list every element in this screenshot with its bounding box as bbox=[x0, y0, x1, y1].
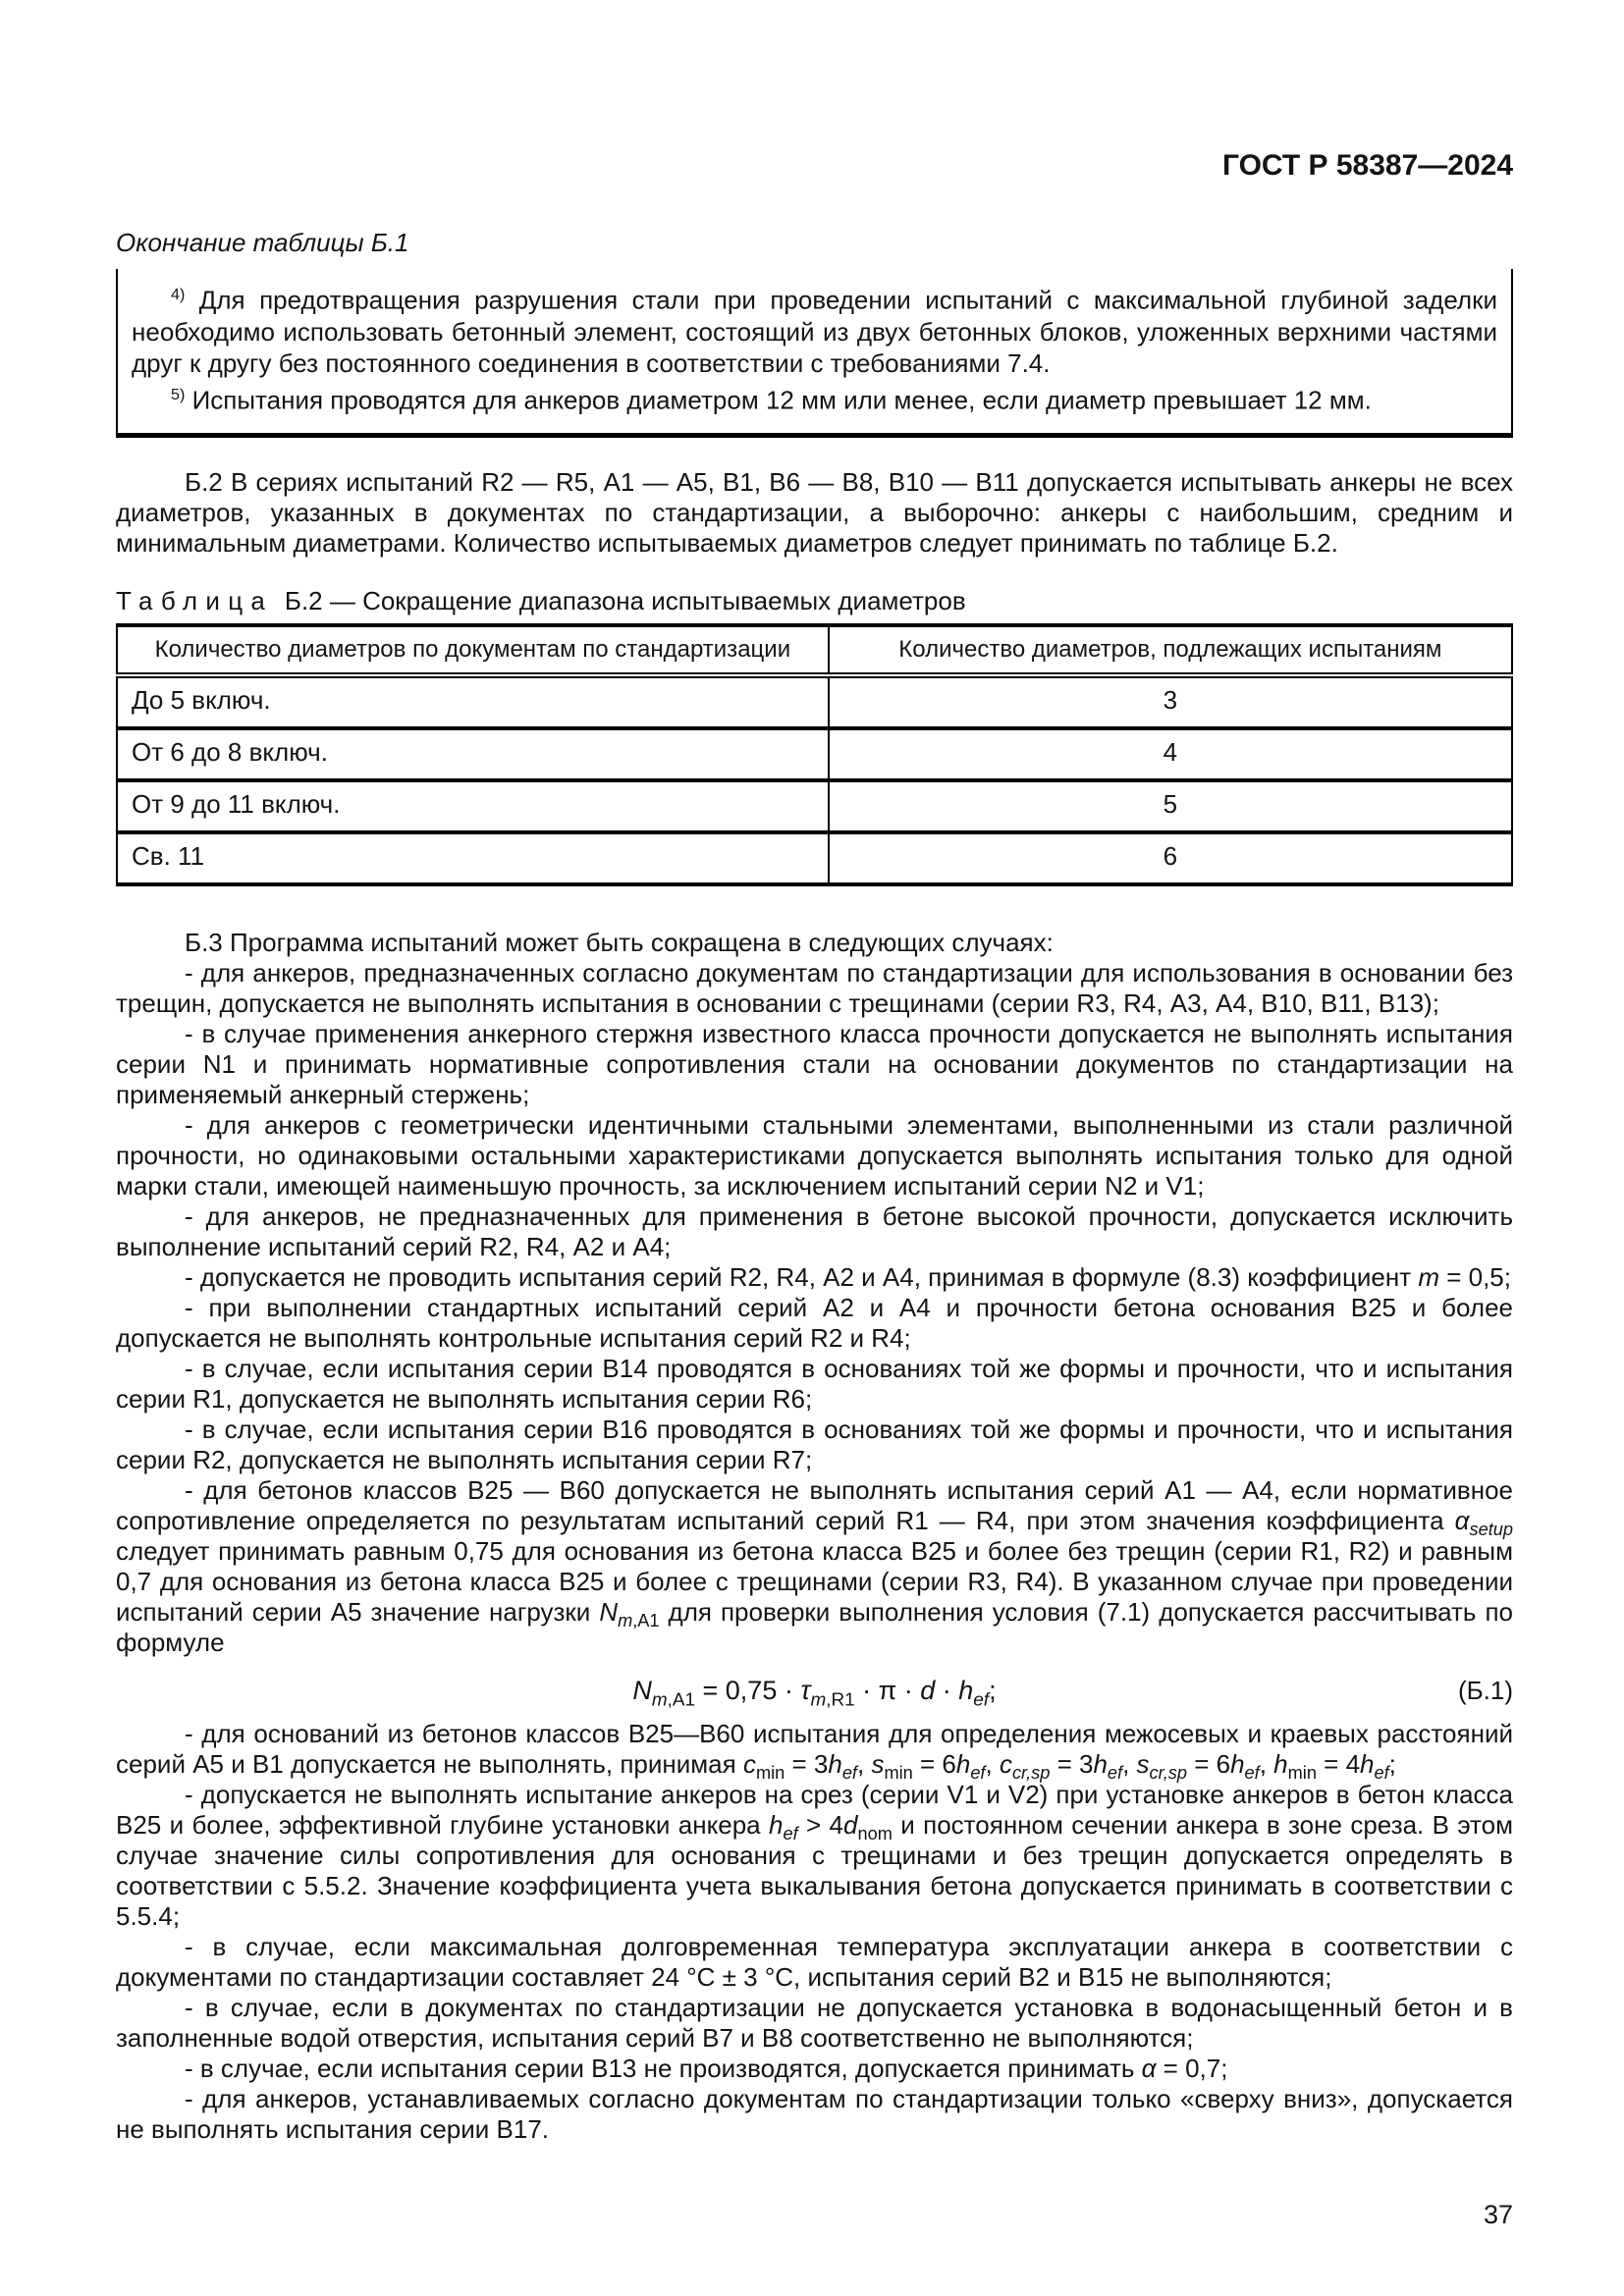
col-header-diameters-in-docs: Количество диаметров по документам по стандартизации bbox=[117, 625, 829, 675]
list-item: - для анкеров, не предназначенных для применения в бетоне высокой прочности, допускается исключить выполнение испытаний серий R2, R4, А2 и А4; bbox=[116, 1201, 1513, 1262]
footnote-5 bbox=[132, 379, 1497, 416]
cell-count: 4 bbox=[829, 728, 1512, 780]
list-item: - в случае, если в документах по стандартизации не допускается установка в водонасыщенный бетон и в заполненные водой отверстия, испытания серий В7 и В8 соответственно не выполняются; bbox=[116, 1993, 1513, 2054]
footnote-5-text: Испытания проводятся для анкеров диаметром 12 мм или менее, если диаметр превышает 12 мм. bbox=[191, 385, 1372, 415]
cell-count: 3 bbox=[829, 675, 1512, 728]
table-header-row bbox=[117, 625, 1512, 675]
standard-number-header: ГОСТ Р 58387—2024 bbox=[1221, 149, 1513, 182]
footnote-4-text: Для предотвращения разрушения стали при проведении испытаний с максимальной глубиной заделки необходимо использовать бетонный элемент, состоящий из двух бетонных блоков, уложенных верхними частями друг к другу без постоянного соединения в соответствии с требованиями 7.4. bbox=[132, 285, 1497, 378]
list-item: - для бетонов классов В25 — В60 допускается не выполнять испытания серий А1 — А4, если нормативное сопротивление определяется по результатам испытаний серий R1 — R4, при этом значения коэффициента $\alpha_{setup}$ следует принимать равным 0,75 для основания из бетона класса В25 и более без трещин (серии R1, R2) и равным 0,7 для основания из бетона класса В25 и более с трещинами (серии R3, R4). В указанном случае при проведении испытаний серии А5 значение нагрузки $N_{m,А1}$ для проверки выполнения условия (7.1) допускается рассчитывать по формуле bbox=[116, 1475, 1513, 1658]
list-item: - в случае, если максимальная долговременная температура эксплуатации анкера в соответствии с документами по стандартизации составляет 24 °C ± 3 °C, испытания серий В2 и В15 не выполняются; bbox=[116, 1932, 1513, 1993]
table-b1-footnotes-box bbox=[116, 269, 1513, 438]
list-item: - допускается не выполнять испытание анкеров на срез (серии V1 и V2) при установке анкеров в бетон класса В25 и более, эффективной глубине установки анкера $h_{ef} > 4d_{nom}$ и постоянном сечении анкера в зоне среза. В этом случае значение силы сопротивления для основания с трещинами и без трещин допускается определять в соответствии с 5.5.2. Значение коэффициента учета выкалывания бетона допускается принимать в соответствии с 5.5.4; bbox=[116, 1780, 1513, 1932]
list-item: - для анкеров с геометрически идентичными стальными элементами, выполненными из стали различной прочности, но одинаковыми остальными характеристиками допускается выполнять испытания только для одной марки стали, имеющей наименьшую прочность, за исключением испытаний серии N2 и V1; bbox=[116, 1110, 1513, 1201]
col-header-diameters-to-test: Количество диаметров, подлежащих испытаниям bbox=[829, 625, 1512, 675]
table-row bbox=[117, 780, 1512, 832]
table-caption-text: Б.2 — Сокращение диапазона испытываемых диаметров bbox=[284, 586, 966, 616]
cell-range: От 6 до 8 включ. bbox=[117, 728, 829, 780]
clause-b3-heading: Б.3 Программа испытаний может быть сокращена в следующих случаях: bbox=[185, 928, 1054, 958]
formula-b1 bbox=[116, 1671, 1513, 1710]
list-item: - в случае, если испытания серии В16 проводятся в основаниях той же формы и прочности, что и испытания серии R2, допускается не выполнять испытания серии R7; bbox=[116, 1415, 1513, 1475]
list-item: - для анкеров, устанавливаемых согласно документам по стандартизации только «сверху вниз», допускается не выполнять испытания серии В17. bbox=[116, 2084, 1513, 2145]
clause-b2-paragraph: Б.2 В сериях испытаний R2 — R5, А1 — А5, В1, В6 — В8, В10 — В11 допускается испытывать анкеры не всех диаметров, указанных в документах по стандартизации, а выборочно: анкеры с наибольшим, средним и минимальным диаметрами. Количество испытываемых диаметров следует принимать по таблице Б.2. bbox=[116, 467, 1513, 559]
footnote-4-marker: 4) bbox=[171, 286, 186, 303]
list-item: - в случае применения анкерного стержня известного класса прочности допускается не выполнять испытания серии N1 и принимать нормативные сопротивления стали на основании документов по стандартизации на применяемый анкерный стержень; bbox=[116, 1019, 1513, 1110]
cell-range: До 5 включ. bbox=[132, 685, 271, 716]
cell-range: От 9 до 11 включ. bbox=[117, 780, 829, 832]
table-row bbox=[117, 675, 1512, 728]
table-b2 bbox=[116, 623, 1513, 886]
list-item: - для оснований из бетонов классов В25—В60 испытания для определения межосевых и краевых расстояний серий А5 и В1 допускается не выполнять, принимая $c_{min} = 3h_{ef}$, $s_{min} = 6h_{ef}$, $c_{cr,sp} = 3h_{ef}$, $s_{cr,sp} = 6h_{ef}$, $h_{min} = 4h_{ef}$; bbox=[116, 1719, 1513, 1784]
page-number: 37 bbox=[1483, 2200, 1513, 2230]
table-row bbox=[117, 832, 1512, 884]
list-item: - при выполнении стандартных испытаний серий А2 и А4 и прочности бетона основания В25 и более допускается не выполнять контрольные испытания серий R2 и R4; bbox=[116, 1293, 1513, 1354]
table-continuation-caption: Окончание таблицы Б.1 bbox=[116, 228, 409, 257]
table-row bbox=[117, 728, 1512, 780]
list-item: - для анкеров, предназначенных согласно документам по стандартизации для использования в основании без трещин, допускается не выполнять испытания в основании с трещинами (серии R3, R4, А3, А4, В10, В11, В13); bbox=[116, 958, 1513, 1019]
cell-range: Св. 11 bbox=[117, 832, 829, 884]
list-item: - в случае, если испытания серии В14 проводятся в основаниях той же формы и прочности, что и испытания серии R1, допускается не выполнять испытания серии R6; bbox=[116, 1354, 1513, 1415]
list-item: - в случае, если испытания серии В13 не производятся, допускается принимать α = 0,7; bbox=[185, 2054, 1228, 2084]
formula-expression: $N_{m,А1} = 0,75 \cdot \tau_{m,R1} \cdot \pi \cdot d \cdot h_{ef}$; bbox=[632, 1676, 997, 1711]
cell-count: 5 bbox=[829, 780, 1512, 832]
table-caption-word: Таблица bbox=[116, 586, 274, 616]
table-b2-caption bbox=[116, 586, 1513, 615]
footnote-5-marker: 5) bbox=[171, 385, 186, 403]
cell-count: 6 bbox=[829, 832, 1512, 884]
footnote-4 bbox=[132, 279, 1497, 379]
list-item: - допускается не проводить испытания серий R2, R4, А2 и А4, принимая в формуле (8.3) коэффициент m = 0,5; bbox=[185, 1262, 1511, 1293]
formula-number: (Б.1) bbox=[1457, 1676, 1513, 1706]
